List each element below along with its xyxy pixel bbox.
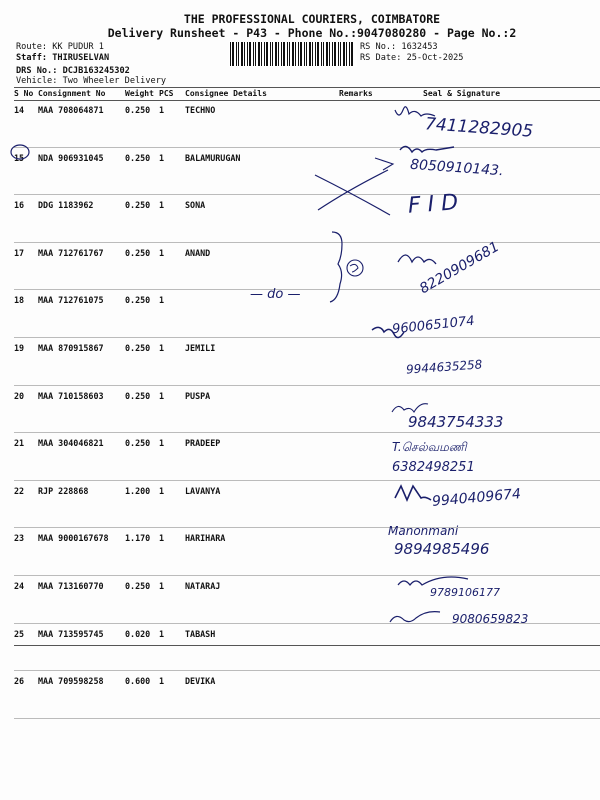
row-consignee: TECHNO: [185, 100, 339, 147]
row-pcs: 1: [159, 385, 185, 433]
row-remarks: [339, 242, 397, 290]
row-remarks: [339, 337, 397, 385]
table-row: [14, 528, 600, 576]
row-consignee: DEVIKA: [185, 671, 339, 719]
table-row: [14, 433, 600, 481]
row-consignee: HARIHARA: [185, 528, 339, 576]
rs-date: RS Date: 25-Oct-2025: [360, 53, 464, 63]
row-consignment-no: MAA 710158603: [38, 385, 125, 433]
row-weight: 0.250: [125, 385, 159, 433]
row-pcs: 1: [159, 433, 185, 481]
handwritten-phone-23: 9940409674: [431, 486, 522, 510]
row-signature: [397, 623, 600, 671]
row-consignment-no: RJP 228868: [38, 480, 125, 528]
row-sno: 20: [14, 385, 38, 433]
col-header-signature: Seal & Signature: [423, 88, 501, 98]
row-sno: 23: [14, 528, 38, 576]
col-header-sno: S No: [14, 88, 34, 98]
row-sno: 15: [14, 147, 38, 195]
row-consignee: NATARAJ: [185, 575, 339, 623]
row-consignment-no: MAA 304046821: [38, 433, 125, 481]
handwritten-phone-24: 9894985496: [394, 540, 490, 558]
table-row: [14, 671, 600, 719]
row-remarks: [339, 433, 397, 481]
table-row: [14, 195, 600, 243]
row-pcs: 1: [159, 147, 185, 195]
handwritten-phone-14: 7411282905: [424, 114, 534, 142]
row-consignment-no: MAA 712761075: [38, 290, 125, 338]
row-consignment-no: MAA 713160770: [38, 575, 125, 623]
handwritten-phone-26: 9080659823: [452, 612, 529, 626]
row-pcs: 1: [159, 623, 185, 671]
row-remarks: [339, 290, 397, 338]
table-row: [14, 385, 600, 433]
col-header-weight: Weight: [125, 88, 154, 98]
row-pcs: 1: [159, 575, 185, 623]
staff-label: Staff: THIRUSELVAN: [16, 53, 110, 63]
row-pcs: 1: [159, 100, 185, 147]
handwritten-note-16: F I D: [407, 190, 459, 219]
table-row: [14, 242, 600, 290]
row-sno: 18: [14, 290, 38, 338]
table-row: [14, 337, 600, 385]
table-row: [14, 290, 600, 338]
row-weight: 0.250: [125, 575, 159, 623]
col-header-consignee: Consignee Details: [185, 88, 267, 98]
row-pcs: 1: [159, 337, 185, 385]
row-sno: 17: [14, 242, 38, 290]
row-weight: 0.250: [125, 290, 159, 338]
row-signature: [397, 671, 600, 719]
row-weight: 0.020: [125, 623, 159, 671]
row-sno: 16: [14, 195, 38, 243]
handwritten-name-24: Manonmani: [388, 524, 459, 538]
row-remarks: [339, 623, 397, 671]
row-consignment-no: MAA 713595745: [38, 623, 125, 671]
row-sno: 25: [14, 623, 38, 671]
handwritten-phone-25: 9789106177: [430, 586, 500, 599]
row-consignee: LAVANYA: [185, 480, 339, 528]
row-weight: 0.600: [125, 671, 159, 719]
row-consignment-no: DDG 1183962: [38, 195, 125, 243]
route-label: Route: KK PUDUR 1: [16, 42, 104, 52]
row-pcs: 1: [159, 671, 185, 719]
row-consignee: ANAND: [185, 242, 339, 290]
col-header-pcs: PCS: [159, 88, 174, 98]
row-sno: 19: [14, 337, 38, 385]
row-consignee: SONA: [185, 195, 339, 243]
row-consignee: PUSPA: [185, 385, 339, 433]
row-consignee: JEMILI: [185, 337, 339, 385]
handwritten-phone-22: 6382498251: [392, 460, 475, 475]
handwritten-phone-21: 9843754333: [408, 413, 504, 431]
handwritten-phone-15: 8050910143.: [409, 156, 504, 180]
col-header-consignment: Consignment No: [38, 88, 106, 98]
handwritten-name-22: T.செல்வமணி: [392, 440, 467, 454]
row-pcs: 1: [159, 528, 185, 576]
row-consignee: TABASH: [185, 623, 339, 671]
table-header-row: [14, 86, 600, 100]
row-consignment-no: MAA 709598258: [38, 671, 125, 719]
row-pcs: 1: [159, 195, 185, 243]
row-consignment-no: MAA 708064871: [38, 100, 125, 147]
row-remarks: [339, 195, 397, 243]
row-weight: 0.250: [125, 195, 159, 243]
col-header-remarks: Remarks: [339, 88, 373, 98]
row-remarks: [339, 575, 397, 623]
table-row: [14, 623, 600, 671]
row-consignment-no: NDA 906931045: [38, 147, 125, 195]
row-pcs: 1: [159, 290, 185, 338]
row-consignee: BALAMURUGAN: [185, 147, 339, 195]
handwritten-phone-19: 9600651074: [391, 313, 476, 338]
row-weight: 1.170: [125, 528, 159, 576]
row-weight: 0.250: [125, 337, 159, 385]
row-sno: 22: [14, 480, 38, 528]
handwritten-ditto-18: — do —: [250, 287, 301, 302]
row-weight: 0.250: [125, 100, 159, 147]
barcode-image: [229, 41, 357, 67]
row-remarks: [339, 100, 397, 147]
row-consignment-no: MAA 870915867: [38, 337, 125, 385]
row-weight: 0.250: [125, 242, 159, 290]
rs-number: RS No.: 1632453: [360, 42, 438, 52]
handwritten-phone-20: 9944635258: [405, 357, 483, 377]
row-consignment-no: MAA 712761767: [38, 242, 125, 290]
row-pcs: 1: [159, 480, 185, 528]
row-sno: 21: [14, 433, 38, 481]
company-title: THE PROFESSIONAL COURIERS, COIMBATORE: [183, 12, 441, 26]
vehicle-label: Vehicle: Two Wheeler Delivery: [16, 76, 167, 86]
row-pcs: 1: [159, 242, 185, 290]
row-sno: 24: [14, 575, 38, 623]
row-remarks: [339, 147, 397, 195]
row-consignment-no: MAA 9000167678: [38, 528, 125, 576]
row-remarks: [339, 385, 397, 433]
row-sno: 26: [14, 671, 38, 719]
runsheet-subtitle: Delivery Runsheet - P43 - Phone No.:9047080280 - Page No.:2: [107, 26, 517, 40]
row-remarks: [339, 671, 397, 719]
handwritten-phone-17: 8220909681: [416, 238, 503, 298]
row-weight: 0.250: [125, 147, 159, 195]
row-weight: 1.200: [125, 480, 159, 528]
drs-number: DRS No.: DCJB163245302: [16, 66, 130, 76]
row-consignee: PRADEEP: [185, 433, 339, 481]
table-row: [14, 147, 600, 195]
row-weight: 0.250: [125, 433, 159, 481]
row-remarks: [339, 480, 397, 528]
row-sno: 14: [14, 100, 38, 147]
